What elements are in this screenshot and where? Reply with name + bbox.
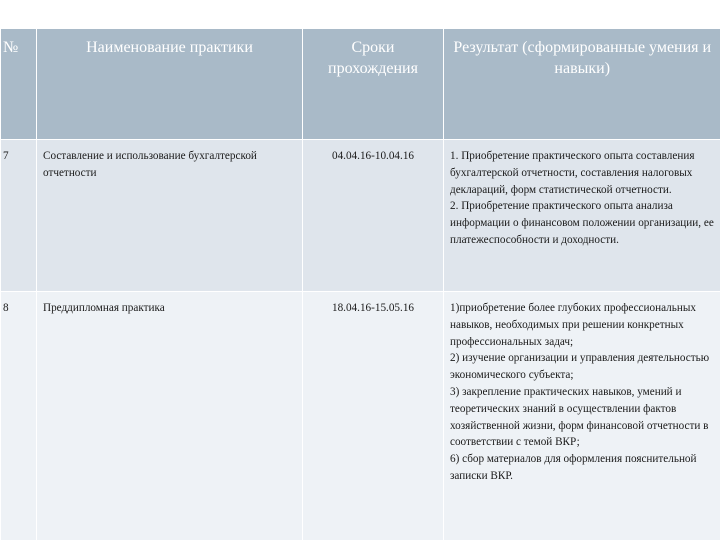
row-name-cell [37,292,303,540]
practice-table [0,28,720,540]
row-num-cell [1,292,37,540]
header-cell-result [444,29,720,140]
row-num: 8 [3,302,9,314]
row-dates-cell [303,140,444,292]
header-cell-num [1,29,37,140]
row-result-cell [444,292,720,540]
header-dates: Сроки прохождения [328,39,418,77]
table-row [1,292,720,540]
row-num-cell [1,140,37,292]
row-name: Составление и использование бухгалтерской отчетности [43,150,257,179]
table-row [1,140,720,292]
row-name-cell [37,140,303,292]
row-result-cell [444,140,720,292]
row-dates-cell [303,292,444,540]
row-name: Преддипломная практика [43,302,165,314]
header-name: Наименование практики [86,39,253,56]
header-num: № [3,39,19,56]
header-cell-dates [303,29,444,140]
row-dates: 18.04.16-15.05.16 [331,302,415,314]
row-num: 7 [3,150,9,162]
header-cell-name [37,29,303,140]
row-result: 1. Приобретение практического опыта составления бухгалтерской отчетности, составления налоговых деклараций, форм статистической отчетности. 2. Приобретение практического опыта анализа информации о финансовом положении организации, ее платежеспособности и доходности. [450,150,714,246]
header-result: Результат (сформированные умения и навыки) [453,39,712,77]
table-header-row [1,29,720,140]
top-margin [0,0,720,28]
row-result: 1)приобретение более глубоких профессиональных навыков, необходимых при решении конкретных профессиональных задач; 2) изучение организации и управления деятельностью экономического субъекта; 3) закрепление практических навыков, умений и теоретических знаний в осуществлении фактов хозяйственной жизни, форм финансовой отчетности в соответствии с темой ВКР; 6) сбор материалов для оформления пояснительной записки ВКР. [450,302,710,482]
row-dates: 04.04.16-10.04.16 [331,150,415,162]
